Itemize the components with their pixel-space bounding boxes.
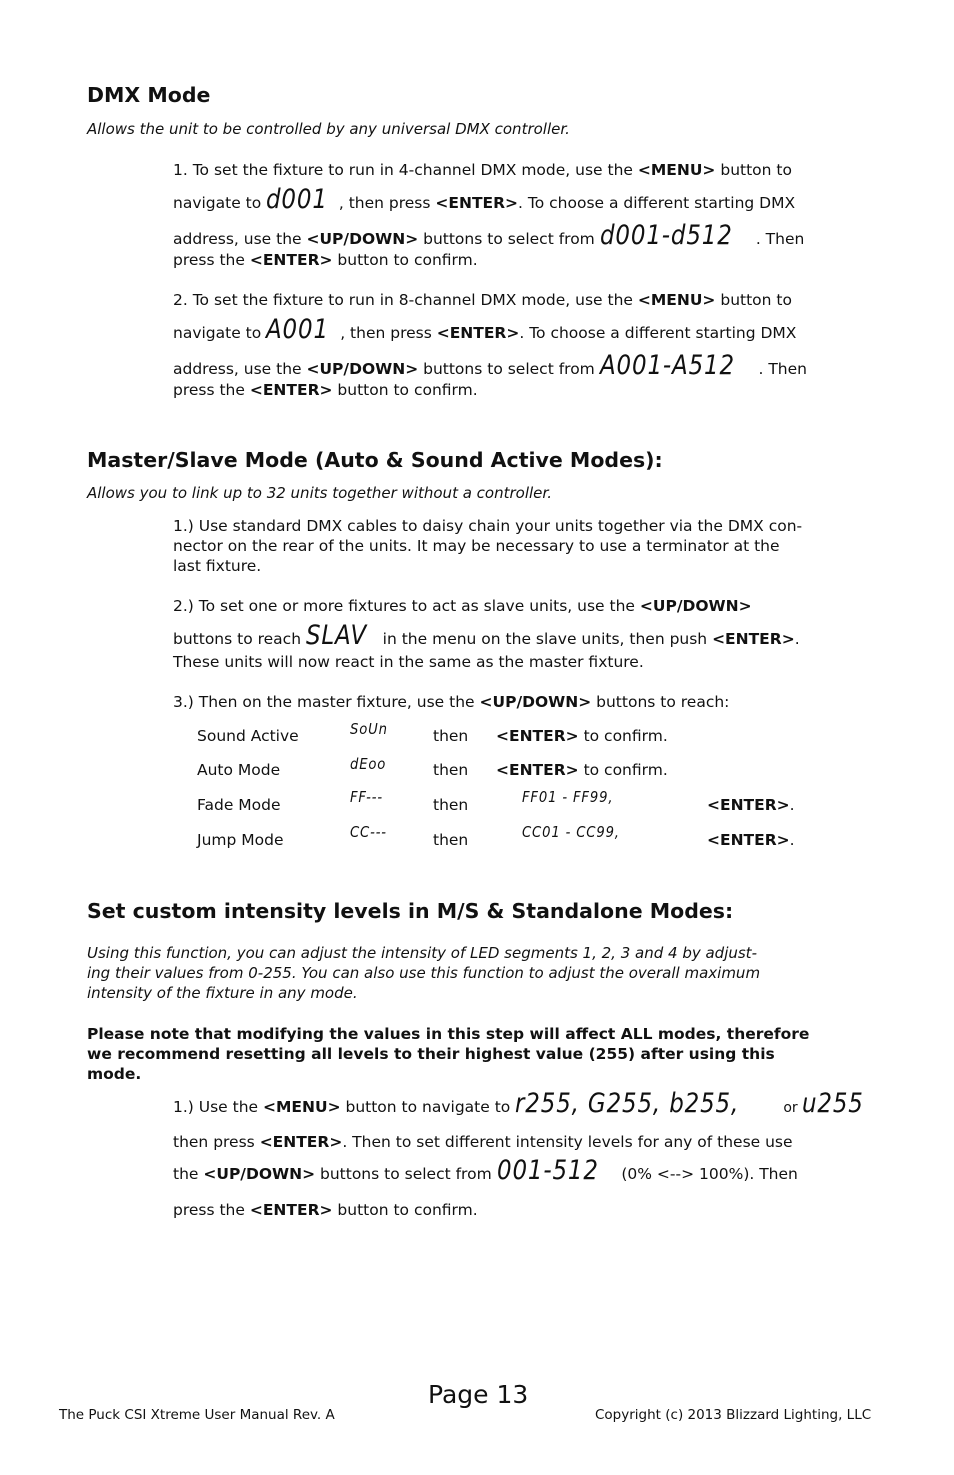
text: press the (173, 251, 250, 269)
text: button to confirm. (332, 1201, 478, 1219)
text: buttons to reach (173, 630, 306, 648)
text: . (794, 630, 800, 648)
text: then press (173, 1133, 260, 1151)
updown-key: <UP/DOWN> (479, 693, 592, 711)
display-readout: FF--- (350, 788, 383, 806)
mode-label: Sound Active (197, 727, 299, 745)
text: buttons to select from (418, 360, 600, 378)
display-readout: A001 (266, 314, 330, 345)
text: to confirm. (578, 761, 668, 779)
text: . Then to set different intensity levels for any of these use (342, 1133, 793, 1151)
warning-note: Please note that modifying the values in this step will affect ALL modes, therefore (87, 1025, 810, 1043)
intensity-description: ing their values from 0-255. You can also use this function to adjust the overall maximum (87, 964, 761, 982)
text: 1. To set the fixture to run in 4-channel DMX mode, use the (173, 161, 638, 179)
intensity-description: Using this function, you can adjust the intensity of LED segments 1, 2, 3 and 4 by adjust- (87, 944, 757, 962)
display-readout: SoUn (350, 720, 388, 738)
section-subtitle-master-slave: Allows you to link up to 32 units together without a controller. (87, 484, 552, 502)
text: . Then (755, 230, 805, 248)
text: button to confirm. (332, 251, 478, 269)
text: These units will now react in the same as the master fixture. (173, 653, 644, 671)
updown-key: <UP/DOWN> (203, 1165, 316, 1183)
then-text: then (433, 727, 469, 745)
intensity-description: intensity of the fixture in any mode. (87, 984, 358, 1002)
then-text: then (433, 831, 469, 849)
section-title-master-slave: Master/Slave Mode (Auto & Sound Active Modes): (87, 448, 663, 472)
text: , then press (338, 194, 436, 212)
section-title-intensity: Set custom intensity levels in M/S & Standalone Modes: (87, 899, 734, 923)
text: . (789, 796, 795, 814)
text: . (789, 831, 795, 849)
mode-label: Auto Mode (197, 761, 281, 779)
text: 2.) To set one or more fixtures to act as slave units, use the (173, 597, 640, 615)
enter-key: <ENTER> (436, 324, 520, 342)
text: button to (715, 291, 792, 309)
display-readout: r255, G255, b255, (515, 1088, 740, 1119)
text: button to navigate to (340, 1098, 516, 1116)
display-readout: A001-A512 (599, 350, 735, 381)
enter-key: <ENTER> (712, 630, 795, 648)
display-readout: d001 (266, 184, 328, 215)
text: . Then (758, 360, 807, 378)
then-text: then (433, 796, 469, 814)
text: 1.) Use standard DMX cables to daisy chain your units together via the DMX con- (173, 517, 803, 535)
text: the (173, 1165, 204, 1183)
enter-key: <ENTER> (249, 251, 333, 269)
text: press the (173, 1201, 250, 1219)
enter-key: <ENTER> (707, 796, 790, 814)
then-text: then (433, 761, 469, 779)
warning-note: mode. (87, 1065, 142, 1083)
enter-key: <ENTER> (435, 194, 519, 212)
text: in the menu on the slave units, then push (377, 630, 713, 648)
display-readout: CC--- (350, 823, 387, 841)
display-readout: 001-512 (496, 1155, 599, 1186)
text: address, use the (173, 360, 307, 378)
display-range: CC01 - CC99, (522, 823, 620, 841)
footer-right: Copyright (c) 2013 Blizzard Lighting, LLC (595, 1407, 872, 1423)
section-title-dmx: DMX Mode (87, 83, 211, 107)
warning-note: we recommend resetting all levels to their highest value (255) after using this (87, 1045, 775, 1063)
mode-label: Fade Mode (197, 796, 281, 814)
text: 3.) Then on the master fixture, use the (173, 693, 480, 711)
display-range: FF01 - FF99, (522, 788, 614, 806)
enter-key: <ENTER> (259, 1133, 343, 1151)
text: last fixture. (173, 557, 262, 575)
text: to confirm. (578, 727, 668, 745)
text: buttons to reach: (591, 693, 730, 711)
text: or (778, 1100, 803, 1116)
text: button to (715, 161, 792, 179)
text: nector on the rear of the units. It may be necessary to use a terminator at the (173, 537, 780, 555)
text: . To choose a different starting DMX (519, 324, 797, 342)
text: , then press (340, 324, 437, 342)
ms-step-3 (173, 692, 729, 712)
menu-key: <MENU> (263, 1098, 341, 1116)
updown-key: <UP/DOWN> (306, 360, 419, 378)
text: navigate to (173, 194, 267, 212)
enter-key: <ENTER> (496, 727, 579, 745)
page-number: Page 13 (428, 1380, 529, 1409)
updown-key: <UP/DOWN> (306, 230, 419, 248)
enter-key: <ENTER> (496, 761, 579, 779)
text: buttons to select from (418, 230, 600, 248)
display-readout: SLAV (305, 620, 367, 651)
text: press the (173, 381, 250, 399)
display-readout: u255 (802, 1088, 864, 1119)
text: buttons to select from (315, 1165, 497, 1183)
enter-key: <ENTER> (249, 1201, 333, 1219)
text: address, use the (173, 230, 307, 248)
menu-key: <MENU> (637, 161, 716, 179)
text: (0% <--> 100%). Then (616, 1165, 798, 1183)
display-readout: d001-d512 (599, 220, 733, 251)
enter-key: <ENTER> (249, 381, 333, 399)
section-subtitle-dmx: Allows the unit to be controlled by any universal DMX controller. (87, 120, 570, 138)
updown-key: <UP/DOWN> (639, 597, 752, 615)
text: . To choose a different starting DMX (518, 194, 796, 212)
text: 2. To set the fixture to run in 8-channel DMX mode, use the (173, 291, 638, 309)
text: navigate to (173, 324, 267, 342)
enter-key: <ENTER> (707, 831, 790, 849)
footer-left: The Puck CSI Xtreme User Manual Rev. A (59, 1407, 335, 1423)
text: 1.) Use the (173, 1098, 264, 1116)
text: button to confirm. (332, 381, 478, 399)
display-readout: dEoo (350, 755, 387, 773)
mode-label: Jump Mode (197, 831, 284, 849)
menu-key: <MENU> (637, 291, 716, 309)
